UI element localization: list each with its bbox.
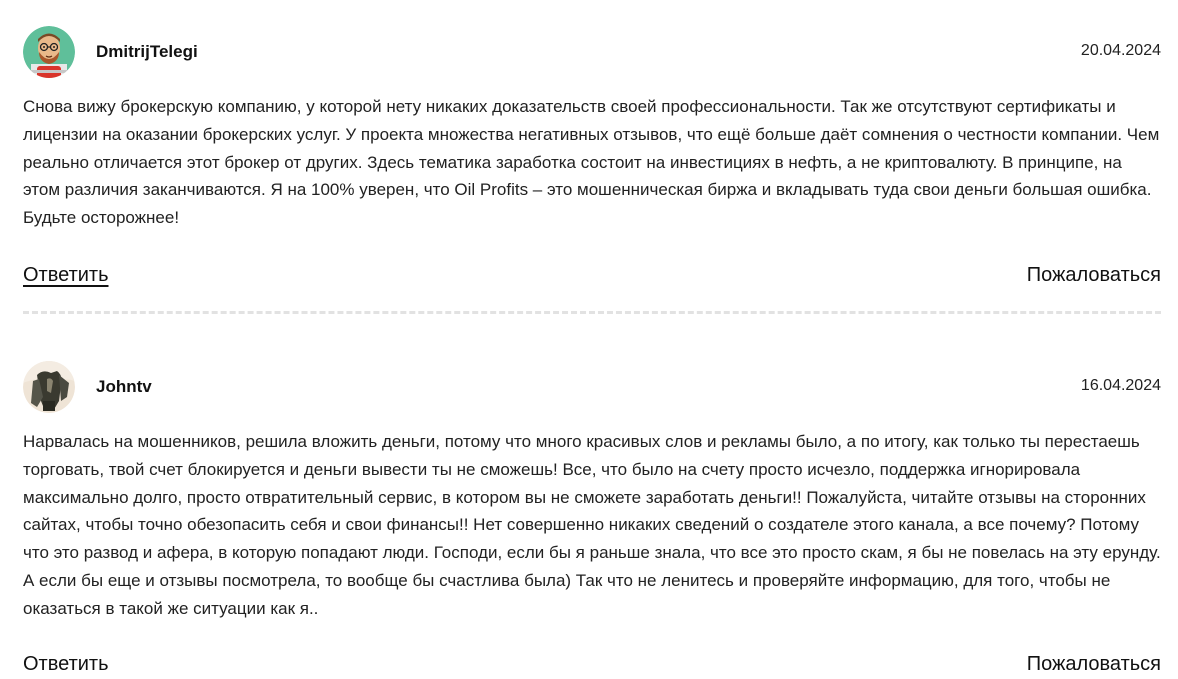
complain-link[interactable]: Пожаловаться xyxy=(1026,264,1161,286)
review-author: Johntv xyxy=(96,377,152,396)
review-text: Нарвалась на мошенников, решила вложить деньги, потому что много красивых слов и рекламы было, а по итогу, как только ты перестаешь торговать, твой счет блокируется и деньги вывести ты не сможешь! Все, что было на счету просто исчезло, поддержка игнорировала максимально долго, просто отвратительный сервис, в котором вы не сможете заработать деньги!! Пожалуйста, читайте отзывы на сторонних сайтах, чтобы точно обезопасить себя и свои финансы!! Нет совершенно никаких сведений о создателе этого канала, а все почему? Потому что это развод и афера, в которую попадают люди. Господи, если бы я раньше знала, что все это просто скам, я бы не повелась на эту ерунду. А если бы еще и отзывы посмотрела, то вообще бы счастлива была) Так что не ленитесь и проверяйте информацию, для того, чтобы не оказаться в такой же ситуации как я.. xyxy=(23,432,1161,618)
review-actions xyxy=(23,264,1161,290)
review-author: DmitrijTelegi xyxy=(96,42,198,61)
review-item xyxy=(23,361,1161,675)
review-text: Снова вижу брокерскую компанию, у которой нету никаких доказательств своей профессиональности. Так же отсутствуют сертификаты и лицензии на оказании брокерских услуг. У проекта множества негативных отзывов, что ещё больше даёт сомнения о честности компании. Чем реально отличается этот брокер от других. Здесь тематика заработка состоит на инвестициях в нефть, а не криптовалюту. В принципе, на этом различия заканчиваются. Я на 100% уверен, что Oil Profits – это мошенническая биржа и вкладывать туда свои деньги большая ошибка. Будьте осторожнее! xyxy=(23,97,1160,228)
avatar xyxy=(23,361,75,413)
avatar xyxy=(23,26,75,78)
complain-link[interactable]: Пожаловаться xyxy=(1026,653,1161,675)
review-actions xyxy=(23,653,1161,679)
reply-link[interactable]: Ответить xyxy=(23,653,109,675)
reply-link[interactable]: Ответить xyxy=(23,264,109,286)
review-header xyxy=(23,26,1161,78)
review-item xyxy=(23,26,1161,286)
review-date: 16.04.2024 xyxy=(1080,377,1161,394)
photo-avatar-icon xyxy=(23,361,75,413)
divider xyxy=(23,311,1161,314)
cartoon-man-avatar-icon xyxy=(23,26,75,78)
review-header xyxy=(23,361,1161,413)
review-date: 20.04.2024 xyxy=(1080,42,1161,59)
